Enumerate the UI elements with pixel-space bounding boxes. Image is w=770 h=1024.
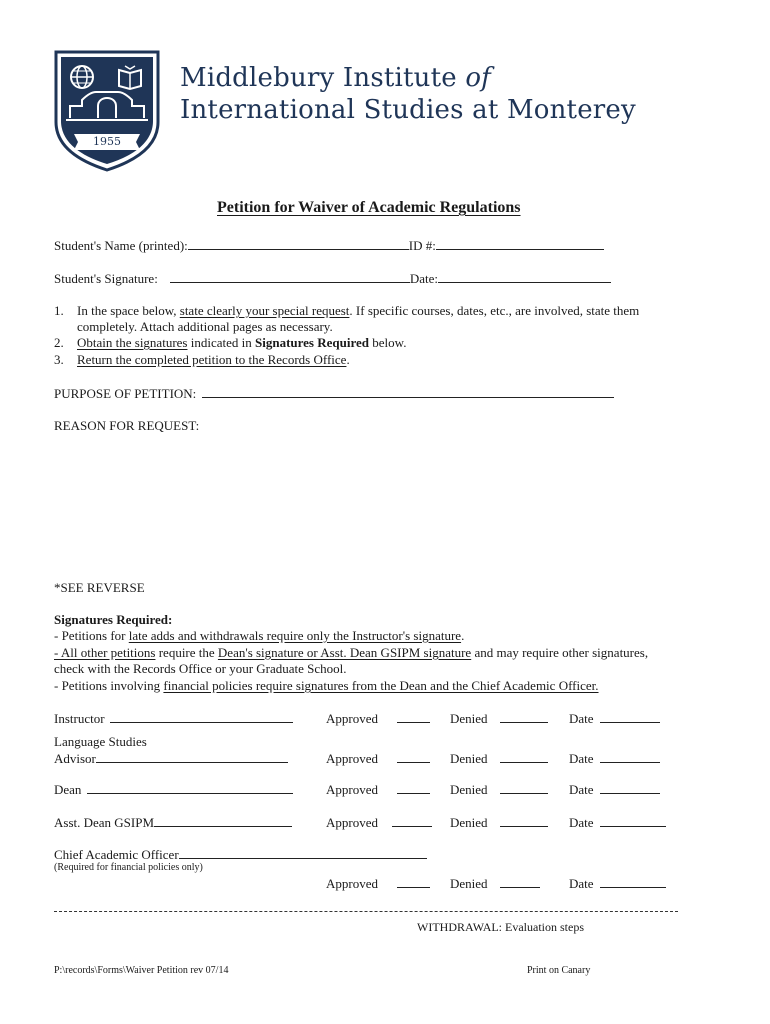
signatures-heading: Signatures Required: [54, 612, 173, 627]
date-label: Date [569, 782, 594, 797]
asst-dean-signature-field[interactable] [154, 814, 292, 827]
purpose-label: PURPOSE OF PETITION: [54, 386, 197, 401]
denied-label: Denied [450, 815, 488, 830]
dean-approved [326, 781, 430, 798]
tear-line [54, 911, 678, 912]
dean-label: Dean [54, 782, 82, 797]
instruction-text: . [346, 352, 350, 367]
form-title: Petition for Waiver of Academic Regulations [217, 199, 521, 216]
signatures-rule-4 [54, 678, 599, 694]
approved-field[interactable] [397, 875, 430, 888]
instruction-number: 1. [54, 303, 64, 318]
reason-field[interactable] [54, 436, 694, 571]
date-field[interactable] [600, 750, 660, 763]
id-label: ID #: [408, 238, 436, 253]
denied-label: Denied [450, 711, 488, 726]
institution-name [180, 62, 636, 126]
student-name-row [54, 237, 604, 254]
date-field[interactable] [600, 781, 660, 794]
denied-label: Denied [450, 876, 488, 891]
signatures-rule-2 [54, 645, 648, 661]
student-name-field[interactable] [188, 237, 409, 250]
instructor-signature-field[interactable] [110, 710, 293, 723]
rule-text: - Petitions for [54, 628, 129, 643]
dean-date [569, 781, 660, 798]
dean-row [54, 781, 293, 798]
cao-label: Chief Academic Officer [54, 847, 179, 862]
approved-field[interactable] [397, 750, 430, 763]
language-advisor-signature-field[interactable] [96, 750, 288, 763]
cao-date [569, 875, 666, 892]
logo-year: 1955 [93, 135, 121, 148]
student-signature-field[interactable] [170, 270, 410, 283]
denied-field[interactable] [500, 750, 548, 763]
instruction-2-text [77, 335, 406, 351]
date-field[interactable] [600, 875, 666, 888]
cao-approved [326, 875, 430, 892]
file-path: P:\records\Forms\Waiver Petition rev 07/14 [54, 965, 229, 976]
cao-row [54, 846, 427, 863]
withdrawal-note: WITHDRAWAL: Evaluation steps [417, 920, 585, 934]
rule-underlined: - All other petitions [54, 645, 156, 660]
signature-date-field[interactable] [438, 270, 611, 283]
rule-underlined: financial policies require signatures from the Dean and the Chief Academic Officer. [163, 678, 599, 693]
purpose-field[interactable] [202, 385, 614, 398]
language-advisor-label-2: Advisor [54, 751, 96, 766]
instruction-number: 3. [54, 352, 64, 367]
instruction-text: . If specific courses, dates, etc., are involved, state them [349, 303, 640, 318]
instruction-1-cont: completely. Attach additional pages as necessary. [77, 319, 333, 334]
denied-label: Denied [450, 751, 488, 766]
instruction-3 [54, 352, 64, 368]
signatures-rule-1 [54, 628, 464, 644]
institution-line2: International Studies at Monterey [180, 95, 636, 125]
dean-denied [450, 781, 548, 798]
rule-text: and may require other signatures, [471, 645, 649, 660]
dean-signature-field[interactable] [87, 781, 293, 794]
advisor-date [569, 750, 660, 767]
rule-underlined: late adds and withdrawals require only the Instructor's signature [128, 628, 462, 643]
rule-text: require the [155, 645, 218, 660]
institution-logo [52, 48, 162, 172]
approved-field[interactable] [397, 781, 430, 794]
advisor-approved [326, 750, 430, 767]
denied-field[interactable] [500, 814, 548, 827]
date-field[interactable] [600, 814, 666, 827]
instruction-1 [54, 303, 64, 319]
asst-dean-denied [450, 814, 548, 831]
denied-field[interactable] [500, 710, 548, 723]
advisor-denied [450, 750, 548, 767]
instruction-text: indicated in [187, 335, 255, 350]
student-signature-row [54, 270, 611, 287]
see-reverse-note: *SEE REVERSE [54, 580, 145, 595]
student-signature-label: Student's Signature: [54, 271, 158, 286]
approved-field[interactable] [397, 710, 430, 723]
approved-label: Approved [326, 711, 378, 726]
date-label: Date [569, 711, 594, 726]
rule-underlined: Dean's signature or Asst. Dean GSIPM signature [217, 645, 472, 660]
institution-of: of [465, 63, 491, 93]
instructor-approved [326, 710, 430, 727]
instruction-bold: Signatures Required [255, 335, 370, 350]
approved-field[interactable] [392, 814, 432, 827]
date-field[interactable] [600, 710, 660, 723]
institution-line1: Middlebury Institute [180, 63, 466, 93]
purpose-row [54, 385, 614, 402]
approved-label: Approved [326, 815, 378, 830]
asst-dean-row [54, 814, 292, 831]
rule-text: - Petitions involving [54, 678, 164, 693]
instructor-label: Instructor [54, 711, 105, 726]
instruction-text: below. [369, 335, 407, 350]
instructor-date [569, 710, 660, 727]
reason-label: REASON FOR REQUEST: [54, 418, 200, 433]
instruction-3-text [77, 352, 350, 368]
date-label: Date [569, 876, 594, 891]
id-field[interactable] [436, 237, 604, 250]
student-name-label: Student's Name (printed): [54, 238, 188, 253]
cao-denied [450, 875, 540, 892]
instruction-underlined: state clearly your special request [179, 303, 350, 318]
instruction-text: In the space below, [77, 303, 180, 318]
asst-dean-date [569, 814, 666, 831]
instruction-1-text [77, 303, 639, 319]
language-advisor-row [54, 750, 288, 767]
date-label: Date [569, 751, 594, 766]
approved-label: Approved [326, 782, 378, 797]
signature-date-label: Date: [409, 271, 438, 286]
cao-signature-field[interactable] [179, 846, 427, 859]
cao-note: (Required for financial policies only) [54, 862, 203, 873]
signatures-rule-3: check with the Records Office or your Graduate School. [54, 661, 347, 676]
approved-label: Approved [326, 876, 378, 891]
print-note: Print on Canary [527, 965, 591, 976]
instruction-number: 2. [54, 335, 64, 350]
rule-text: . [461, 628, 465, 643]
asst-dean-label: Asst. Dean GSIPM [54, 815, 155, 830]
instruction-underlined: Return the completed petition to the Records Office [77, 352, 347, 367]
language-advisor-label-1: Language Studies [54, 734, 147, 749]
denied-label: Denied [450, 782, 488, 797]
instructor-row [54, 710, 293, 727]
denied-field[interactable] [500, 781, 548, 794]
instruction-2 [54, 335, 64, 351]
denied-field[interactable] [500, 875, 540, 888]
approved-label: Approved [326, 751, 378, 766]
instructor-denied [450, 710, 548, 727]
instruction-underlined: Obtain the signatures [77, 335, 188, 350]
date-label: Date [569, 815, 594, 830]
asst-dean-approved [326, 814, 432, 831]
